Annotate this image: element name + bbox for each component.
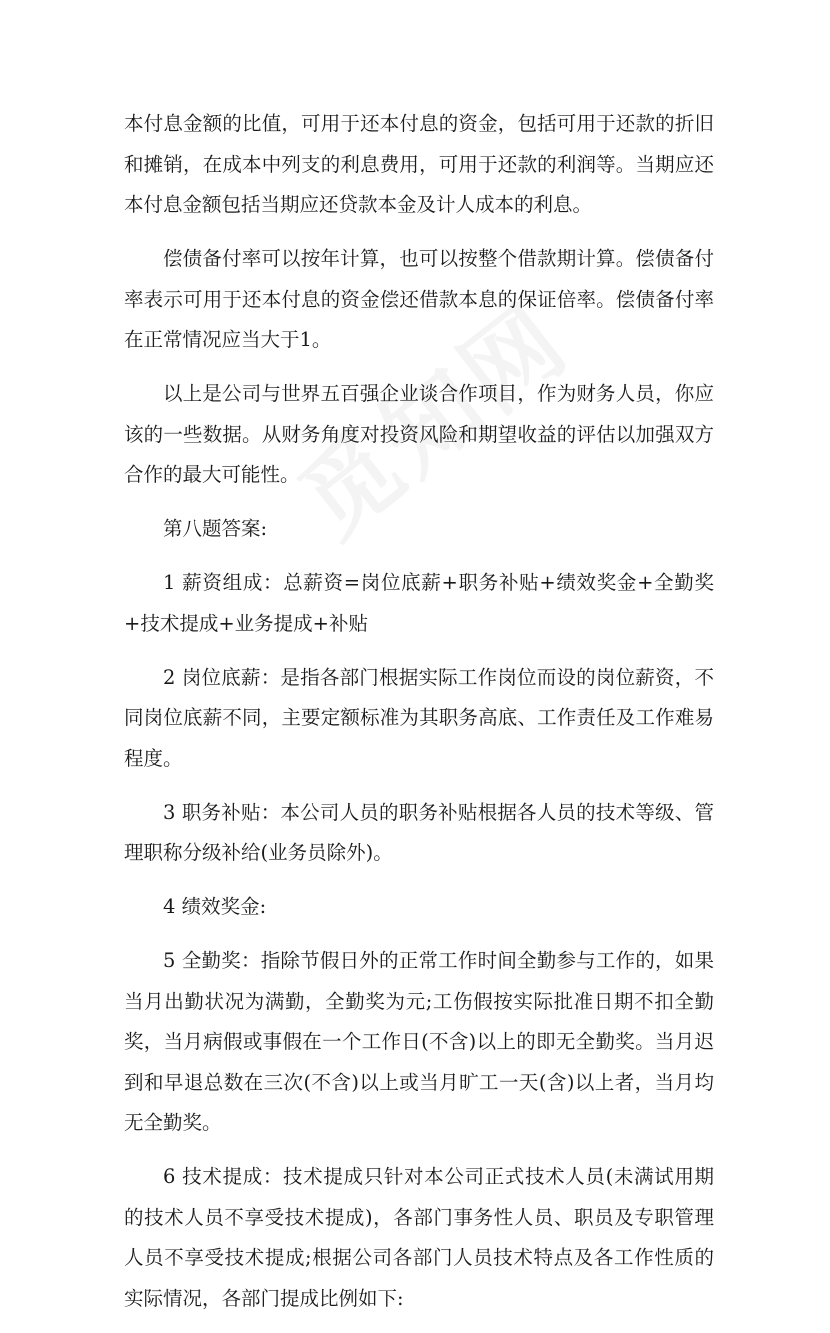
list-item-position-allowance: 3 职务补贴：本公司人员的职务补贴根据各人员的技术等级、管理职称分级补给(业务员除外)。	[124, 800, 714, 864]
list-item-attendance-bonus: 5 全勤奖：指除节假日外的正常工作时间全勤参与工作的，如果当月出勤状况为满勤，全勤奖为元;工伤假按实际批准日期不扣全勤奖，当月病假或事假在一个工作日(不含)以上的即无全勤奖。当月迟到和早退总数在三次(不含)以上或当月旷工一天(含)以上者，当月均无全勤奖。	[124, 949, 714, 1134]
paragraph-summary: 以上是公司与世界五百强企业谈合作项目，作为财务人员，你应该的一些数据。从财务角度对投资风险和期望收益的评估以加强双方合作的最大可能性。	[124, 382, 714, 486]
list-item-technical-commission: 6 技术提成：技术提成只针对本公司正式技术人员(未满试用期的技术人员不享受技术提成)，各部门事务性人员、职员及专职管理人员不享受技术提成;根据公司各部门人员技术特点及各工作性质的实际情况，各部门提成比例如下:	[124, 1165, 714, 1310]
paragraph-debt-ratio-definition: 本付息金额的比值，可用于还本付息的资金，包括可用于还款的折旧和摊销，在成本中列支的利息费用，可用于还款的利润等。当期应还本付息金额包括当期应还贷款本金及计人成本的利息。	[124, 112, 714, 216]
list-item-salary-composition: 1 薪资组成：总薪资=岗位底薪+职务补贴+绩效奖金+全勤奖+技术提成+业务提成+补贴	[124, 571, 714, 635]
list-item-performance-bonus: 4 绩效奖金:	[163, 895, 267, 918]
list-item-base-salary: 2 岗位底薪：是指各部门根据实际工作岗位而设的岗位薪资，不同岗位底薪不同，主要定额标准为其职务高底、工作责任及工作难易程度。	[124, 665, 714, 770]
section-heading-question-8: 第八题答案:	[163, 517, 268, 540]
document-body	[124, 104, 714, 1333]
paragraph-coverage-ratio: 偿债备付率可以按年计算，也可以按整个借款期计算。偿债备付率表示可用于还本付息的资金偿还借款本息的保证倍率。偿债备付率在正常情况应当大于1。	[124, 247, 714, 351]
